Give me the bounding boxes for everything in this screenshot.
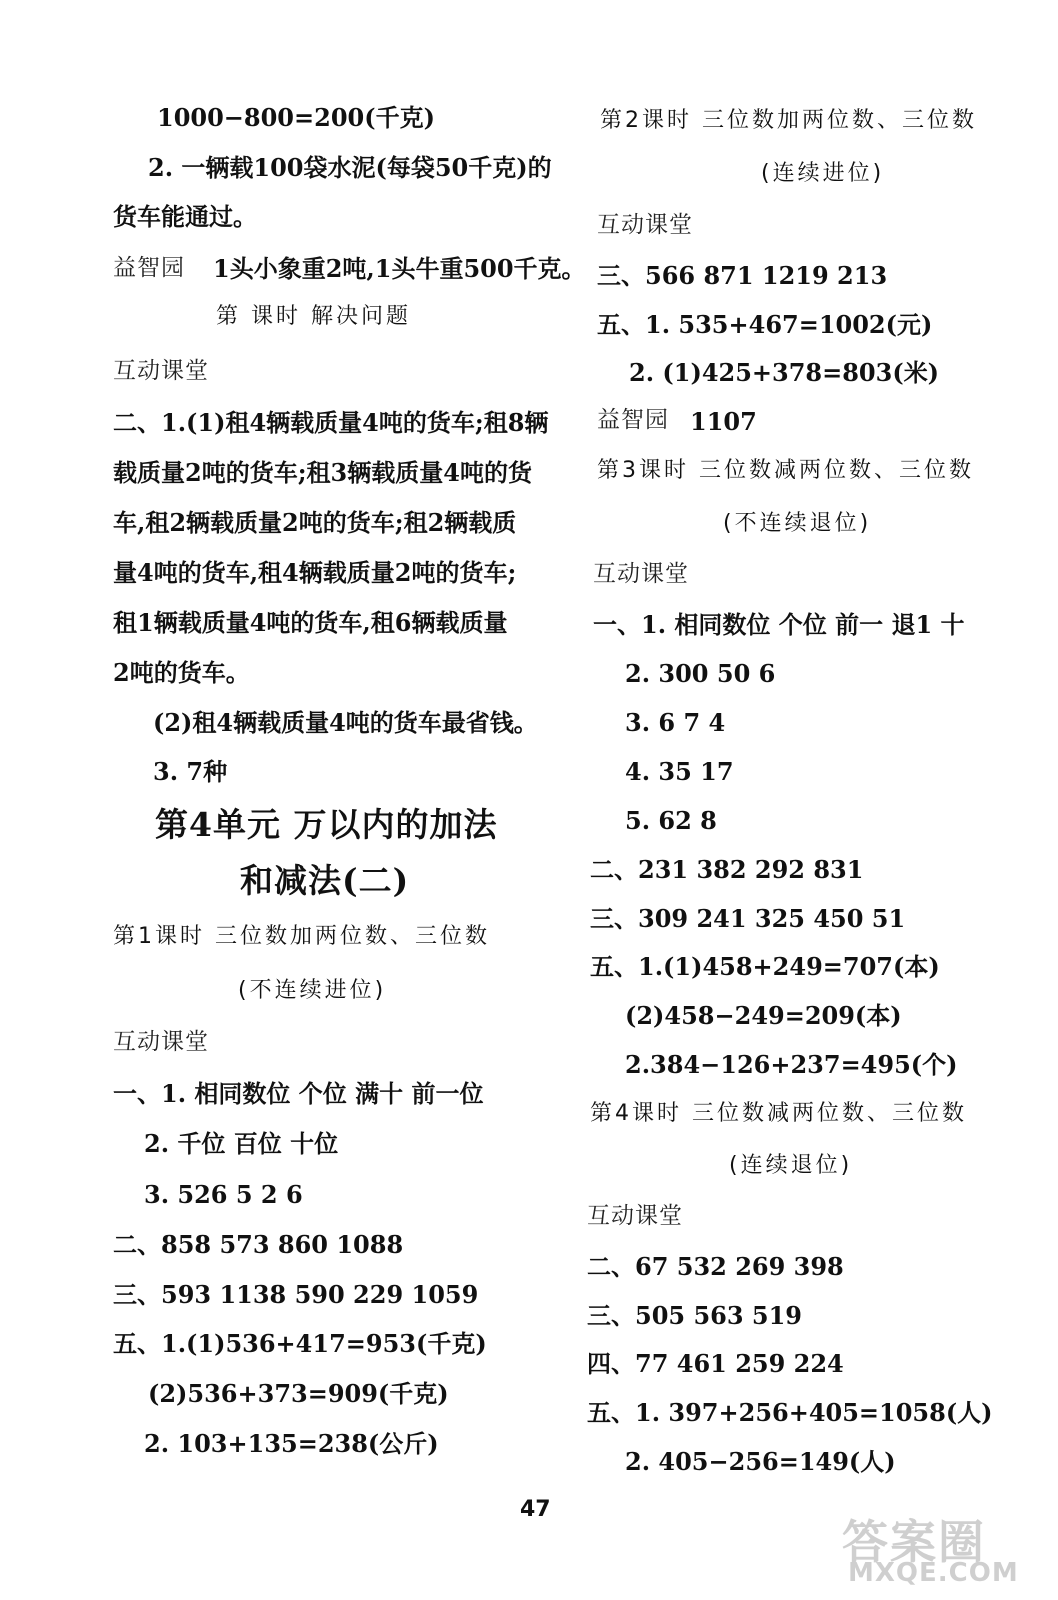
answer-line: 五、1. 397+256+405=1058(人) [587, 1398, 993, 1427]
answer-line: 2. 千位 百位 十位 [144, 1129, 339, 1158]
answer-line: 2. 405−256=149(人) [625, 1447, 896, 1476]
watermark-logo [842, 1506, 1042, 1590]
answer-line: 2. 一辆载100袋水泥(每袋50千克)的 [148, 153, 552, 182]
watermark-bottom-text: MXQE.COM [848, 1558, 1019, 1588]
answer-line: 二、67 532 269 398 [587, 1252, 844, 1281]
answer-line: 一、1. 相同数位 个位 满十 前一位 [113, 1079, 484, 1108]
section-label: 互动课堂 [113, 358, 209, 384]
answer-line: 车,租2辆载质量2吨的货车;租2辆载质 [113, 508, 517, 537]
answer-line: (2)536+373=909(千克) [148, 1379, 449, 1408]
answer-line: 货车能通过。 [113, 202, 257, 231]
answer-line: 1头小象重2吨,1头牛重500千克。 [213, 254, 586, 283]
lesson-heading: 第4课时 三位数减两位数、三位数 [590, 1101, 967, 1126]
answer-line: 3. 7种 [153, 757, 228, 786]
lesson-heading: (不连续退位) [723, 511, 872, 536]
page-number: 47 [520, 1497, 551, 1522]
answer-line: 五、1.(1)458+249=707(本) [590, 952, 940, 981]
answer-line: 1000−800=200(千克) [157, 103, 435, 132]
answer-line: 2. (1)425+378=803(米) [629, 358, 940, 387]
answer-line: 5. 62 8 [625, 806, 717, 835]
answer-line: 2.384−126+237=495(个) [625, 1050, 958, 1079]
answer-line: 4. 35 17 [625, 757, 734, 786]
section-label: 益智园 [597, 407, 669, 433]
answer-line: (2)458−249=209(本) [625, 1001, 902, 1030]
answer-line: 一、1. 相同数位 个位 前一 退1 十 [593, 610, 965, 639]
section-label: 互动课堂 [597, 212, 693, 238]
answer-line: 二、231 382 292 831 [590, 855, 864, 884]
answer-line: (2)租4辆载质量4吨的货车最省钱。 [153, 708, 538, 737]
lesson-heading: (不连续进位) [238, 978, 387, 1003]
lesson-heading: (连续退位) [729, 1153, 853, 1178]
answer-line: 2吨的货车。 [113, 658, 250, 687]
answer-line: 1107 [690, 407, 757, 436]
answer-line: 二、858 573 860 1088 [113, 1230, 404, 1259]
answer-line: 2. 103+135=238(公斤) [144, 1429, 439, 1458]
answer-line: 租1辆载质量4吨的货车,租6辆载质量 [113, 608, 508, 637]
answer-line: 3. 6 7 4 [625, 708, 726, 737]
answer-line: 四、77 461 259 224 [587, 1349, 844, 1378]
answer-line: 三、309 241 325 450 51 [590, 904, 906, 933]
section-label: 互动课堂 [593, 561, 689, 587]
answer-line: 二、1.(1)租4辆载质量4吨的货车;租8辆 [113, 408, 549, 437]
lesson-heading: 第3课时 三位数减两位数、三位数 [597, 458, 974, 483]
unit-title: 和减法(二) [240, 861, 410, 900]
answer-line: 三、593 1138 590 229 1059 [113, 1280, 479, 1309]
answer-line: 量4吨的货车,租4辆载质量2吨的货车; [113, 558, 517, 587]
unit-title: 第4单元 万以内的加法 [155, 805, 498, 844]
lesson-heading: 第 课时 解决问题 [216, 304, 411, 329]
lesson-heading: 第1课时 三位数加两位数、三位数 [113, 924, 490, 949]
section-label: 益智园 [113, 255, 185, 281]
section-label: 互动课堂 [113, 1029, 209, 1055]
watermark-top-text: 答案圈 [842, 1515, 986, 1569]
answer-line: 三、566 871 1219 213 [597, 261, 888, 290]
answer-line: 2. 300 50 6 [625, 659, 776, 688]
answer-line: 3. 526 5 2 6 [144, 1180, 303, 1209]
answer-line: 载质量2吨的货车;租3辆载质量4吨的货 [113, 458, 532, 487]
lesson-heading: 第2课时 三位数加两位数、三位数 [600, 108, 977, 133]
answer-line: 五、1.(1)536+417=953(千克) [113, 1329, 487, 1358]
answer-line: 三、505 563 519 [587, 1301, 803, 1330]
section-label: 互动课堂 [587, 1203, 683, 1229]
answer-line: 五、1. 535+467=1002(元) [597, 310, 933, 339]
lesson-heading: (连续进位) [761, 161, 885, 186]
